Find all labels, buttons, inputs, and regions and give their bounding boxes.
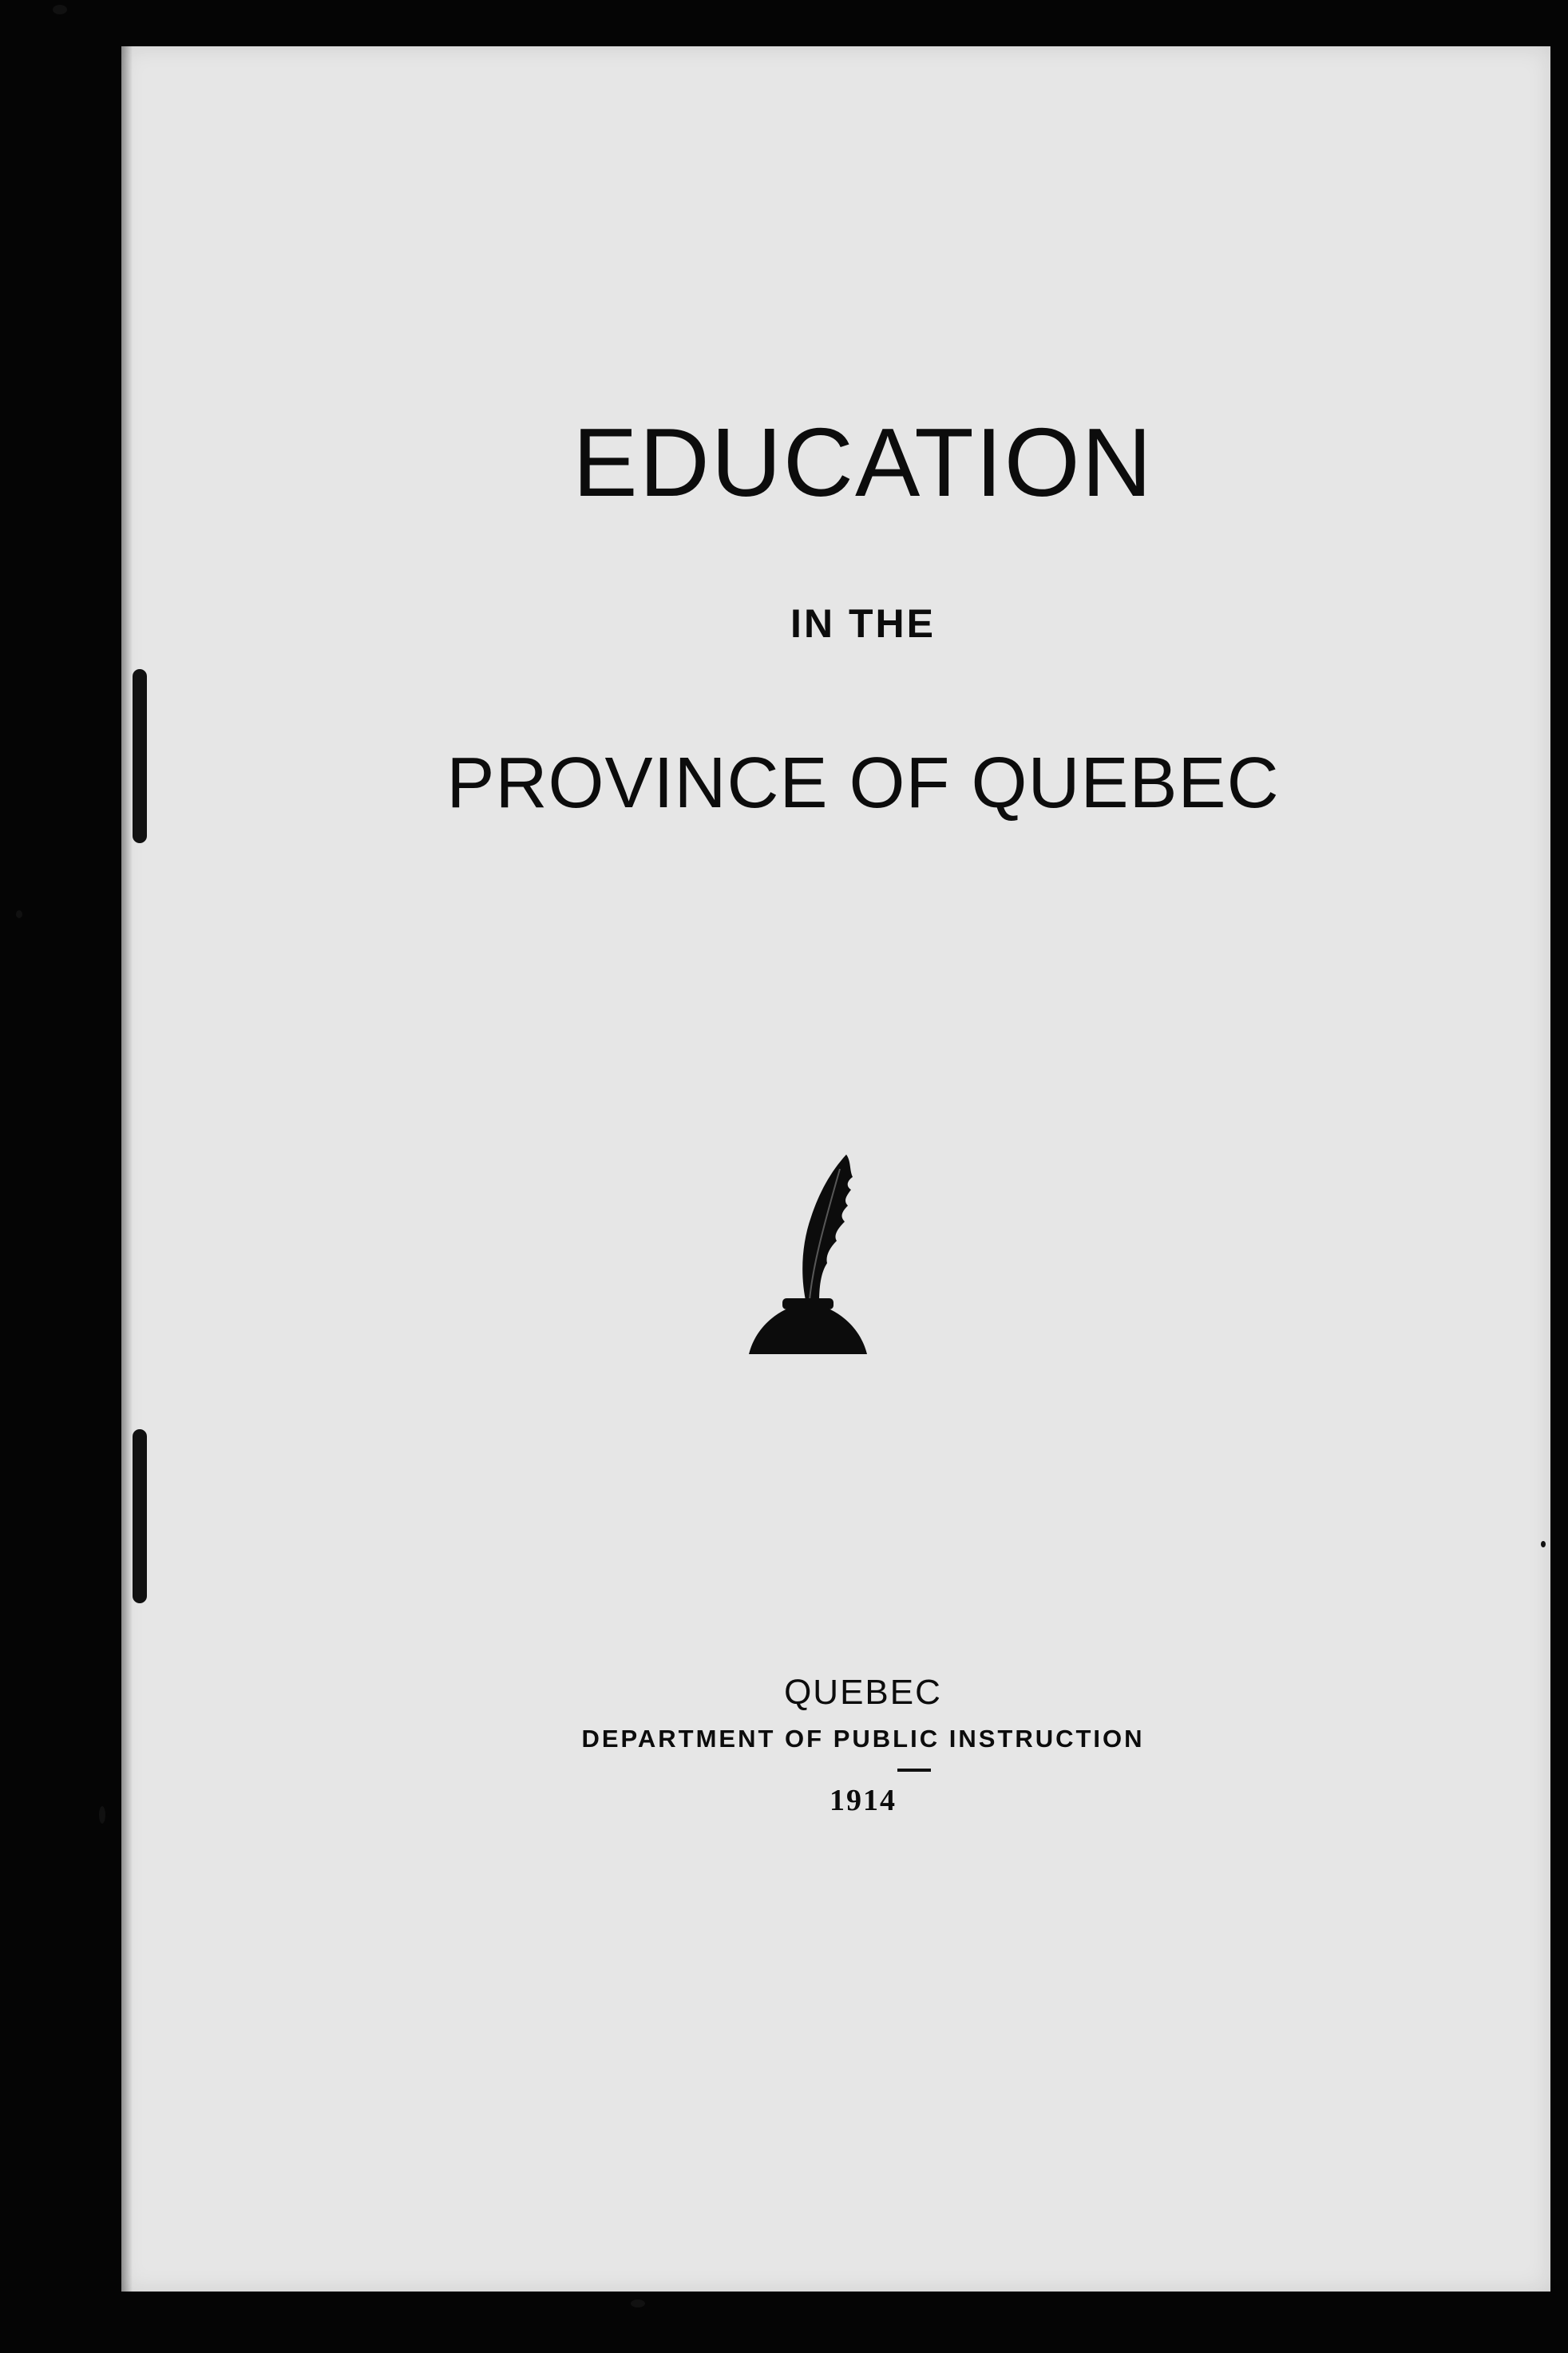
cover-page	[121, 46, 1550, 2292]
cover-subtitle: IN THE	[790, 601, 936, 646]
publisher-place: QUEBEC	[784, 1673, 942, 1712]
cover-title: EDUCATION	[572, 408, 1154, 517]
scan-speck	[99, 1806, 105, 1824]
scan-speck	[16, 910, 22, 918]
binding-mark-top	[133, 669, 147, 843]
publication-year: 1914	[830, 1784, 897, 1817]
binding-mark-bottom	[133, 1429, 147, 1603]
quill-inkwell-icon	[720, 1140, 896, 1364]
scan-speck	[1541, 1541, 1546, 1547]
scan-speck	[631, 2300, 645, 2307]
scan-speck	[53, 5, 67, 14]
publisher-department: DEPARTMENT OF PUBLIC INSTRUCTION	[581, 1725, 1145, 1753]
page-edge-shadow	[121, 46, 133, 2292]
cover-province: PROVINCE OF QUEBEC	[446, 743, 1280, 823]
short-rule	[897, 1769, 931, 1772]
